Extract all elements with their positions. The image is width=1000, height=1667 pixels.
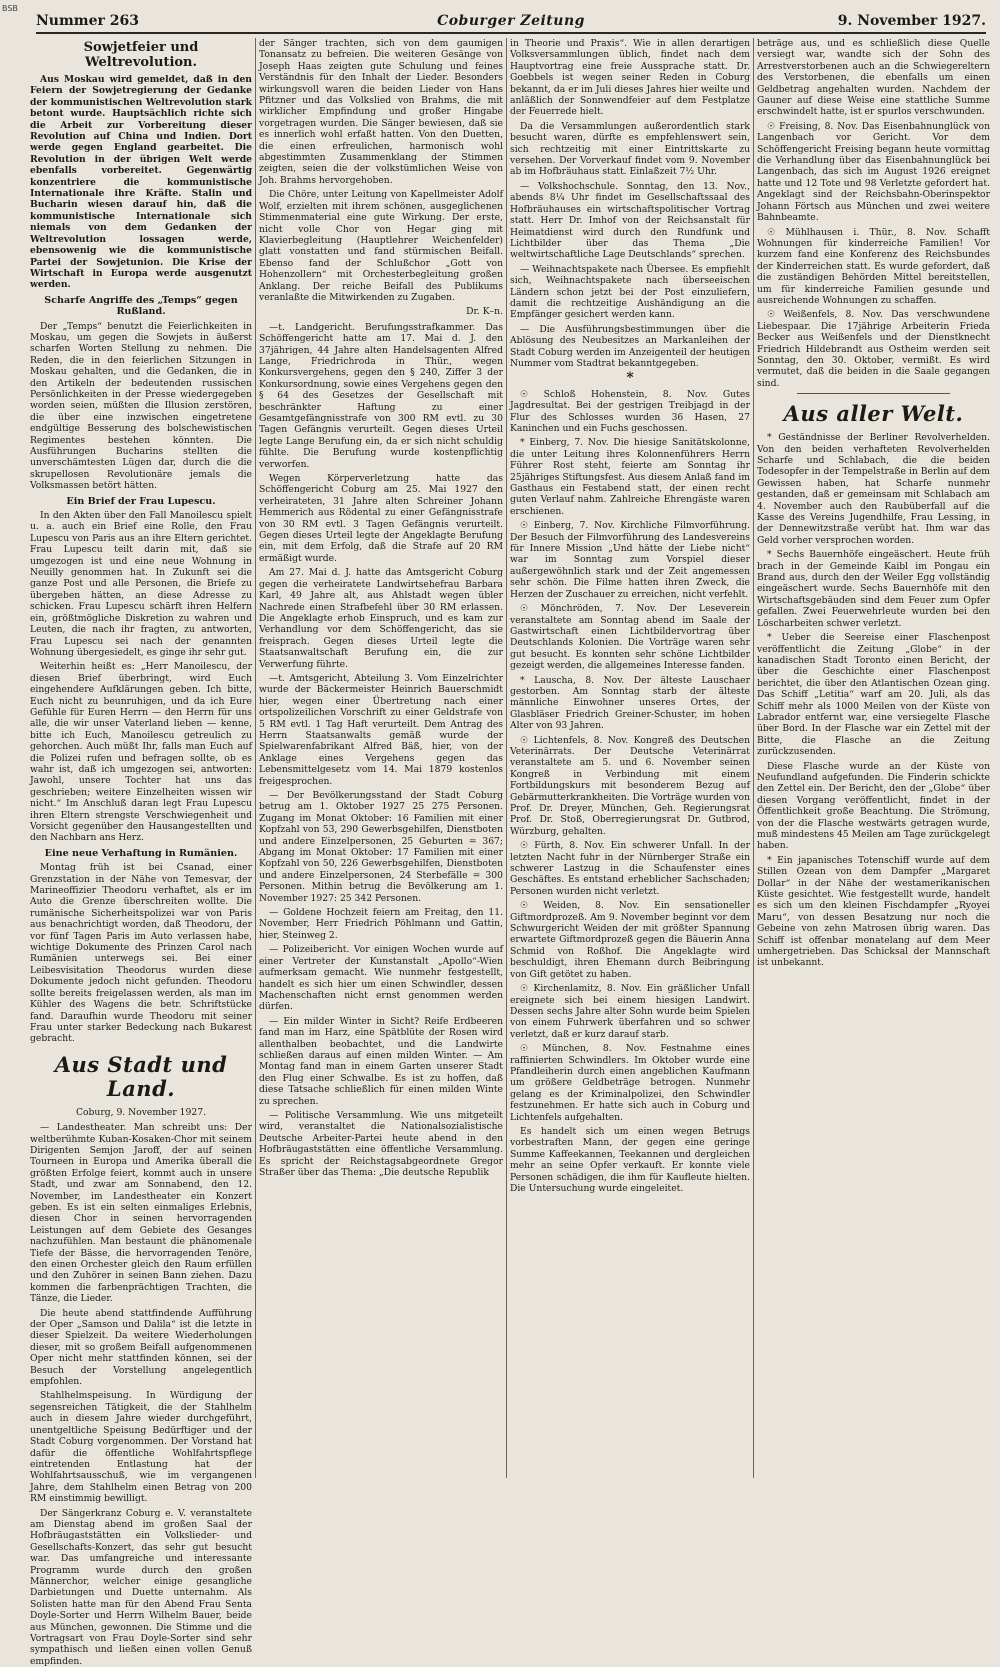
article-body: — Die Ausführungsbestimmungen über die Ablösung des Neubesitzes an Markanleihen der Stadt Coburg werden im Anzeigenteil der heutigen Nummer vom Stadtrat bekanntgegeben. [510,323,750,369]
article-body: ☉ Fürth, 8. Nov. Ein schwerer Unfall. In der letzten Nacht fuhr in der Nürnberger Straße ein schwerer Lastzug in die Schaufenster eines Geschäftes. Es entstand erheblicher Sachschaden; Personen wurden nicht verletzt. [510,840,750,897]
column-divider [506,38,507,1478]
article-body: Die heute abend stattfindende Aufführung der Oper „Samson und Dalila“ ist die letzte in dieser Spielzeit. Da weitere Wiederholungen dieser, mit so großem Beifall aufgenommenen Oper nicht mehr stattfinden können, sei der Besuch der Vorstellung angelegentlich empfohlen. [30,1307,252,1388]
issue-number: Nummer 263 [36,13,139,29]
article-body: beträge aus, und es schließlich diese Quelle versiegt war, wandte sich der Sohn des Arrestverstorbenen auch an die Schwiegereltern des Verstorbenen, die ebenfalls um einen Geldbetrag angehalten wurden. Nachdem der Gauner auf diese Weise eine stattliche Summe erschwindelt hatte, ist er spurlos verschwunden. [757,38,990,118]
article-body: — Politische Versammlung. Wie uns mitgeteilt wird, veranstaltet die Nationalsozialistische Deutsche Arbeiter-Partei heute abend in den Hofbräugaststätten eine öffentliche Versammlung. Es spricht der Reichstagsabgeordnete Gregor Straßer über das Thema: „Die deutsche Republik [259,1109,503,1178]
article-body: * Sechs Bauernhöfe eingeäschert. Heute früh brach in der Gemeinde Kaibl im Pongau ein Brand aus, durch den der Weiler Egg vollständig eingeäschert wurde. Sechs Bauernhöfe mit den Wirtschaftsgebäuden sind dem Feuer zum Opfer gefallen. Zwei Feuerwehrleute wurden bei den Löscharbeiten schwer verletzt. [757,549,990,629]
column-divider [753,38,754,1478]
article-body: —t. Landgericht. Berufungsstrafkammer. Das Schöffengericht hatte am 17. Mai d. J. den 37jährigen, 44 Jahre alten Handelsagenten Alfred Lange, Friedrichroda in Thür., wegen Konkursvergehens, gegen den § 240, Ziffer 3 der Konkursordnung, sowie eines Vergehens gegen den § 64 des Gesetzes der Gesellschaft mit beschränkter Haftung zu einer Gesamtgefängnisstrafe von 300 RM evtl. zu 30 Tagen Gefängnis verurteilt. Gegen dieses Urteil legte Lange Berufung ein, da er sich nicht schuldig fühlte. Die Berufung wurde kostenpflichtig verworfen. [259,321,503,470]
section-heading: Aus Stadt und Land. [54,1051,228,1101]
article-body: Weiterhin heißt es: „Herr Manoilescu, der diesen Brief überbringt, wird Euch eingehendere Aufklärungen geben. Ich bitte, Euch nicht zu beunruhigen, und da ich Eure Gefühle für Euren Herrn — den Herrn für uns alle, die wir unser Vaterland lieben — kenne, bitte ich Euch, Manoilescu getreulich zu gehorchen. Auch müßt Ihr, falls man Euch auf die Polizei rufen und befragen sollte, ob es wahr ist, daß ich umgezogen sei, antworten: Jawohl, unsere Tochter hat uns das geschrieben; weitere Einzelheiten wissen wir nicht.“ Im Anschluß daran legt Frau Lupescu ihren Eltern strengste Verschwiegenheit und Vorsicht gegenüber den Hausangestellten und den Nachbarn ans Herz. [30,661,252,844]
article-body: ☉ Mühlhausen i. Thür., 8. Nov. Schafft Wohnungen für kinderreiche Familien! Vor kurzem fand eine Konferenz des Reichsbundes der Kinderreichen statt. Es wurde gefordert, daß die zuständigen Behörden Mittel bereitstellen, um für kinderreiche Familien gesunde und ausreichende Wohnungen zu schaffen. [757,226,990,306]
article-body: ☉ Kirchenlamitz, 8. Nov. Ein gräßlicher Unfall ereignete sich bei einem hiesigen Landwirt. Dessen sechs Jahre alter Sohn wurde beim Spielen von einem Fuhrwerk überfahren und so schwer verletzt, daß er kurz darauf starb. [510,983,750,1040]
newspaper-title: Coburger Zeitung [437,13,585,29]
issue-date: 9. November 1927. [837,13,986,29]
article-body: Es handelt sich um einen wegen Betrugs vorbestraften Mann, der gegen eine geringe Summe Kaffeekannen, Teekannen und dergleichen mehr an seine Opfer verkauft. Er konnte viele Personen schädigen, die ihm für Kaufleute hielten. Die Untersuchung wurde eingeleitet. [510,1125,750,1194]
article-body: — Volkshochschule. Sonntag, den 13. Nov., abends 8¼ Uhr findet im Gesellschaftssaal des Hofbräuhauses ein wirtschaftspolitischer Vortrag statt. Herr Dr. Imhof von der Reichsanstalt für Heimatdienst wird durch den Rundfunk und Lichtbilder über das Thema „Die weltwirtschaftliche Lage Deutschlands“ sprechen. [510,180,750,261]
column-2 [259,38,503,1478]
article-headline: Sowjetfeier und Weltrevolution. [83,40,199,70]
article-body: * Ueber die Seereise einer Flaschenpost veröffentlicht die Zeitung „Globe“ in der kanadischen Stadt Toronto einen Bericht, der über die Geschichte einer Flaschenpost berichtet, die über den Atlantischen Ozean ging. Das Schiff „Letitia“ warf am 20. Juli, als das Schiff mehr als 1000 Meilen von der Küste von Labrador entfernt war, eine versiegelte Flasche über Bord. In der Flasche war ein Zettel mit der Bitte, die Flasche an die Zeitung zurückzusenden. [757,632,990,758]
article-body: In den Akten über den Fall Manoilescu spielt u. a. auch ein Brief eine Rolle, den Frau Lupescu von Paris aus an ihre Eltern gerichtet. Frau Lupescu teilt darin mit, daß sie umgezogen ist und eine neue Wohnung in Neuilly genommen hat. In Zukunft sei die ganze Post und alle Personen, die Briefe zu übergeben hätten, an diese Adresse zu schicken. Frau Lupescu schärft ihren Helfern ein, größtmögliche Diskretion zu wahren und Leuten, die nach ihr fragten, zu antworten, Frau Lupescu sei nach der genannten Wohnung übergesiedelt, es ginge ihr sehr gut. [30,510,252,658]
article-body: ☉ Schloß Hohenstein, 8. Nov. Gutes Jagdresultat. Bei der gestrigen Treibjagd in der Flur des Schlosses wurden 36 Hasen, 27 Kaninchen und ein Fuchs geschossen. [510,388,750,434]
article-body: — Ein milder Winter in Sicht? Reife Erdbeeren fand man im Harz, eine Spätblüte der Rosen wird allenthalben beobachtet, und die Landwirte schließen daraus auf einen milden Winter. — Am Montag fand man in einem Garten unserer Stadt den Flug einer Schwalbe. Es ist zu hoffen, daß diese Tatsache schließlich für einen milden Winte zu sprechen. [259,1015,503,1107]
article-body: ☉ München, 8. Nov. Festnahme eines raffinierten Schwindlers. Im Oktober wurde eine Pfandleiherin durch einen angeblichen Kaufmann um größere Geldbeträge betrogen. Nunmehr gelang es der Kriminalpolizei, den Schwindler festzunehmen. Er hatte sich auch in Coburg und Lichtenfels aufgehalten. [510,1043,750,1123]
article-body: * Ein japanisches Totenschiff wurde auf dem Stillen Ozean von dem Dampfer „Margaret Dollar“ in der Nähe der westamerikanischen Küste gesichtet. Wie festgestellt wurde, handelt es sich um den kleinen Fischdampfer „Ryoyei Maru“, von dessen Besatzung nur noch die Gebeine von zehn Matrosen übrig waren. Das Schiff ist offenbar monatelang auf dem Meer umhergetrieben. Das Schicksal der Mannschaft ist unbekannt. [757,854,990,969]
column-1 [30,38,252,1667]
article-body: — Landestheater. Man schreibt uns: Der weltberühmte Kuban-Kosaken-Chor mit seinem Dirigenten Semjon Jaroff, der auf seinen Tourneen in Europa und Amerika überall die größten Erfolge feiert, kommt auch in unsere Stadt, und zwar am Sonnabend, den 12. November, im Landestheater ein Konzert geben. Es ist ein selten einmaliges Erlebnis, diesen Chor in seinen hervorragenden Leistungen auf dem Gebiete des Gesanges nachzufühlen. Man bestaunt die phänomenale Tiefe der Bässe, die hervorragenden Tenöre, den einen Orchester gleich den Raum erfüllen und den Zuhörer in seinen Bann ziehen. Dazu kommen die farbenprächtigen Trachten, die Tänze, die Lieder. [30,1122,252,1305]
article-body: ☉ Weißenfels, 8. Nov. Das verschwundene Liebespaar. Die 17jährige Arbeiterin Frieda Becker aus Weißenfels und der Dienstknecht Friedrich Hildebrandt aus Ostheim werden seit Sonntag, den 30. Oktober, vermißt. Es wird vermutet, daß die beiden in die Saale gegangen sind. [757,309,990,389]
section-divider [797,393,950,394]
article-body: Der Sängerkranz Coburg e. V. veranstaltete am Dienstag abend im großen Saal der Hofbräugaststätten ein Volkslieder- und Gesellschafts-Konzert, das sehr gut besucht war. Das umfangreiche und interessante Programm wurde durch den großen Männerchor, welcher einige gesangliche Darbietungen und Duette unternahm. Als Solisten hatte man für den Abend Frau Senta Doyle-Sorter und Herrn Wilhelm Bauer, beide aus München, gewonnen. Die Stimme und die Vortragsart von Frau Doyle-Sorter sind sehr sympathisch und ließen einen vollen Genuß empfinden. [30,1507,252,1667]
author-signature: Dr. K–n. [466,306,503,318]
article-body: Diese Flasche wurde an der Küste von Neufundland aufgefunden. Die Finderin schickte den Zettel ein. Der Bericht, den der „Globe“ über diesen Vorgang veröffentlicht, findet in der Öffentlichkeit große Beachtung. Die Strömung, von der die Flasche westwärts getragen wurde, muß mindestens 45 Meilen am Tage zurückgelegt haben. [757,760,990,852]
article-body: — Weihnachtspakete nach Übersee. Es empfiehlt sich, Weihnachtspakete nach überseeischen Ländern schon jetzt bei der Post einzuliefern, damit die rechtzeitige Aushändigung an die Empfänger gesichert werden kann. [510,263,750,321]
article-body: Aus Moskau wird gemeldet, daß in den Feiern der Sowjetregierung der Gedanke der kommunistischen Weltrevolution stark betont wurde. Hauptsächlich richte sich die Arbeit zur Vorbereitung dieser Revolution auf China und Indien. Dort werde gegen England gearbeitet. Die Revolution in der übrigen Welt werde ebenfalls vorbereitet. Gegenwärtig konzentriere die kommunistische Internationale ihre Kräfte. Stalin und Bucharin wiesen darauf hin, daß die kommunistische Internationale sich niemals von dem Gedanken der Weltrevolution lossagen werde, ebensowenig wie die kommunistische Partei der Sowjetunion. Die Krise der Wirtschaft in Europa werde ausgenutzt werden. [30,74,252,291]
library-stamp: BSB [2,4,18,13]
article-body: ☉ Lichtenfels, 8. Nov. Kongreß des Deutschen Veterinärrats. Der Deutsche Veterinärrat veranstaltete am 5. und 6. November seinen Kongreß in Verbindung mit einem Fortbildungskurs mit besonderem Bezug auf Gebärmutterkrankheiten. Die Vorträge wurden von Prof. Dr. Dreyer, München, Geh. Regierungsrat Prof. Dr. Stoß, Oberregierungsrat Dr. Gutbrod, Würzburg, gehalten. [510,734,750,837]
article-body: in Theorie und Praxis“. Wie in allen derartigen Volksversammlungen üblich, findet nach dem Hauptvortrag eine freie Aussprache statt. Dr. Goebbels ist wegen seiner Reden in Coburg bekannt, da er im Juli dieses Jahres hier weilte und anläßlich der Sonnwendfeier auf dem Festplatze der Feuerrede hielt. [510,38,750,118]
separator-star: * [626,370,634,387]
article-body: ☉ Freising, 8. Nov. Das Eisenbahnunglück von Langenbach vor Gericht. Vor dem Schöffengericht Freising begann heute vormittag die Verhandlung über das Eisenbahnunglück bei Langenbach, das sich im August 1926 ereignet hatte und 12 Tote und 98 Verletzte gefordert hat. Angeklagt sind der Reichsbahn-Oberinspektor Johann Förtsch aus München und zwei weitere Bahnbeamte. [757,120,990,224]
article-body: Am 27. Mai d. J. hatte das Amtsgericht Coburg gegen die verheiratete Landwirtsehefrau Barbara Karl, 49 Jahre alt, aus Ahlstadt wegen übler Nachrede einen Strafbefehl über 30 RM erlassen. Die Angeklagte erhob Einspruch, und es kam zur Verhandlung vor dem Schöffengericht, das sie freisprach. Gegen dieses Urteil legte die Staatsanwaltschaft Berufung ein, die zur Verwerfung führte. [259,567,503,670]
article-body: * Lauscha, 8. Nov. Der älteste Lauschaer gestorben. Am Sonntag starb der älteste männliche Einwohner unseres Ortes, der Glasbläser Friedrich Greiner-Schuster, im hohen Alter von 93 Jahren. [510,674,750,732]
article-body: Montag früh ist bei Csanad, einer Grenzstation in der Nähe von Temesvar, der Marineoffizier Theodoru verhaftet, als er im Auto die Grenze überschreiten wollte. Die rumänische Sicherheitspolizei war von Paris aus benachrichtigt worden, daß Theodoru, der vor fünf Tagen Paris im Auto verlassen habe, wichtige Dokumente des Prinzen Carol nach Rumänien unterwegs sei. Bei einer Leibesvisitation Theodorus wurden diese Dokumente jedoch nicht gefunden. Theodoru sollte bereits freigelassen werden, als man im Kühler des Wagens die betr. Schriftstücke fand. Daraufhin wurde Theodoru mit seiner Frau unter starker Bedeckung nach Bukarest gebracht. [30,862,252,1045]
article-body: Der „Temps“ benutzt die Feierlichkeiten in Moskau, um gegen die Sowjets in äußerst scharfen Worten Stellung zu nehmen. Die Reden, die in den feierlichen Sitzungen in Moskau gehalten, und die Gedanken, die in den Artikeln der bedeutenden russischen Persönlichkeiten in der Presse wiedergegeben worden seien, müßten die Illusion zerstören, die über eine inzwischen eingetretene endgültige Besserung des bolschewistischen Regimentes bestehen könnten. Die Ausführungen Bucharins stellten die unverschämtesten Lügen dar, durch die die skrupellosen Revolutionäre jemals die Volksmassen betört hätten. [30,320,252,492]
article-body: ☉ Weiden, 8. Nov. Ein sensationeller Giftmordprozeß. Am 9. November beginnt vor dem Schwurgericht Weiden der mit größter Spannung erwartete Giftmordprozeß gegen die Bäuerin Anna Schmid von Roßhof. Die Angeklagte wird beschuldigt, ihren Ehemann durch Beibringung von Gift getötet zu haben. [510,900,750,980]
column-divider [255,38,256,1478]
article-body: Stahlhelmspeisung. In Würdigung der segensreichen Tätigkeit, die der Stahlhelm auch in diesem Jahre wieder durchgeführt, unentgeltliche Speisung Bedürftiger und der Stadt Coburg vorgenommen. Der Vorstand hat dafür die öffentliche Wohlfahrtspflege eintretenden Entlastung hat der Wohlfahrtsausschuß, wie im vergangenen Jahre, dem Stahlhelm einen Betrag von 200 RM einstimmig bewilligt. [30,1390,252,1505]
masthead [36,10,986,34]
article-headline: Eine neue Verhaftung in Rumänien. [44,847,238,859]
article-body: — Polizeibericht. Vor einigen Wochen wurde auf einer Vertreter der Kunstanstalt „Apollo“-Wien aufmerksam gemacht. Wie nunmehr festgestellt, handelt es sich hier um einen Schwindler, dessen Machenschaften nicht ernst genommen werden dürfen. [259,944,503,1013]
article-body: Wegen Körperverletzung hatte das Schöffengericht Coburg am 25. Mai 1927 den verheirateten, 31 Jahre alten Schreiner Johann Hemmerich aus Rödental zu einer Gefängnisstrafe von 30 RM evtl. 3 Tagen Gefängnis verurteilt. Gegen dieses Urteil legte der Angeklagte Berufung ein, mit dem Erfolg, daß die Strafe auf 20 RM ermäßigt wurde. [259,473,503,564]
article-body: der Sänger trachten, sich von dem gaumigen Tonansatz zu befreien. Die weiteren Gesänge von Joseph Haas zeigten gute Schulung und feines Verständnis für den Inhalt der Lieder. Besonders wirkungsvoll waren die beiden Lieder von Hans Pfitzner und das Volkslied von Brahms, die mit wirklicher Empfindung und großer Hingabe vorgetragen wurden. Die Sänger bewiesen, daß sie es innerlich wohl erfaßt hatten. Von den Duetten, die einen erfreulichen, harmonisch wohl abgestimmten Zusammenklang der Stimmen zeigten, seien die der volkstümlichen Weise von Joh. Brahms hervorgehoben. [259,38,503,186]
article-body: ☉ Einberg, 7. Nov. Kirchliche Filmvorführung. Der Besuch der Filmvorführung des Landesvereins für Innere Mission „Und hätte der Liebe nicht“ war im Sonntag zum Vorspiel dieser außergewöhnlich stark und der Zeit angemessen sehr schön. Die Filme hatten ihren Zweck, die Herzen der Zuschauer zu erreichen, nicht verfehlt. [510,520,750,600]
article-body: Die Chöre, unter Leitung von Kapellmeister Adolf Wolf, erzielten mit ihrem schönen, ausgeglichenen Stimmenmaterial eine gute Wirkung. Der erste, nicht volle Chor von Hegar ging mit Klavierbegleitung (Hauptlehrer Weichenfelder) glatt vonstatten und fand stürmischen Beifall. Ebenso fand der Schlußchor „Gott von Hohenzollern“ mit Orchesterbegleitung großen Anklang. Der reiche Beifall des Publikums veranlaßte die Mitwirkenden zu Zugaben. [259,189,503,303]
article-headline: Ein Brief der Frau Lupescu. [66,495,216,507]
section-heading: Aus aller Welt. [783,401,964,427]
article-body: Da die Versammlungen außerordentlich stark besucht waren, dürfte es empfehlenswert sein, sich rechtzeitig mit einer Eintrittskarte zu versehen. Der Vorverkauf findet vom 9. November ab im Hofbräuhaus statt. Einlaßzeit 7½ Uhr. [510,120,750,178]
article-headline: Scharfe Angriffe des „Temps“ gegen Rußland. [44,294,238,318]
article-body: * Geständnisse der Berliner Revolverhelden. Von den beiden verhafteten Revolverhelden Scharfe und Schlabach, die die beiden Todesopfer in der Tempelstraße in Berlin auf dem Gewissen haben, hat Scharfe nunmehr gestanden, daß er gemeinsam mit Schlabach am 4. November auch den Raubüberfall auf die Kasse des Vereins Jugendhilfe, Frau Lessing, in der Dennewitzstraße verübt hat. Ihm war das Geld vorher versprochen worden. [757,432,990,546]
article-body: — Der Bevölkerungsstand der Stadt Coburg betrug am 1. Oktober 1927 25 275 Personen. Zugang im Monat Oktober: 16 Familien mit einer Kopfzahl von 53, 290 Gewerbsgehilfen, Dienstboten und andere Einzelpersonen, 25 Geburten = 367; Abgang im Monat Oktober: 17 Familien mit einer Kopfzahl von 50, 226 Gewerbsgehilfen, Dienstboten und andere Einzelpersonen, 24 Sterbefälle = 300 Personen. Mithin betrug die Bevölkerung am 1. November 1927: 25 342 Personen. [259,790,503,904]
article-body: —t. Amtsgericht, Abteilung 3. Vom Einzelrichter wurde der Bäckermeister Heinrich Bauerschmidt hier, wegen einer Übertretung nach einer ortspolizeilichen Vorschrift zu einer Geldstrafe von 5 RM evtl. 1 Tag Haft verurteilt. Dem Antrag des Herrn Staatsanwalts gemäß wurde der Spielwarenfabrikant Alfred Bäß, hier, von der Anklage eines Vergehens gegen das Lebensmittelgesetz vom 14. Mai 1879 kostenlos freigesprochen. [259,672,503,787]
column-4 [757,38,990,1478]
article-body: — Goldene Hochzeit feiern am Freitag, den 11. November, Herr Friedrich Pöhlmann und Gattin, hier, Steinweg 2. [259,907,503,941]
article-body: * Einberg, 7. Nov. Die hiesige Sanitätskolonne, die unter Leitung ihres Kolonnenführers Herrn Führer Rost steht, feierte am Sonntag ihr 25jähriges Stiftungsfest. Aus diesem Anlaß fand im Gasthaus ein Festabend statt, der einen recht guten Verlauf nahm. Zahlreiche Ehrengäste waren erschienen. [510,437,750,517]
column-3 [510,38,750,1478]
dateline: Coburg, 9. November 1927. [75,1106,206,1118]
article-body: ☉ Mönchröden, 7. Nov. Der Leseverein veranstaltete am Sonntag abend im Saale der Gastwirtschaft einen Lichtbildervortrag über Deutschlands Kolonien. Die Vorträge waren sehr gut besucht. Es konnten sehr schöne Lichtbilder gezeigt werden, die allgemeines Interesse fanden. [510,603,750,672]
